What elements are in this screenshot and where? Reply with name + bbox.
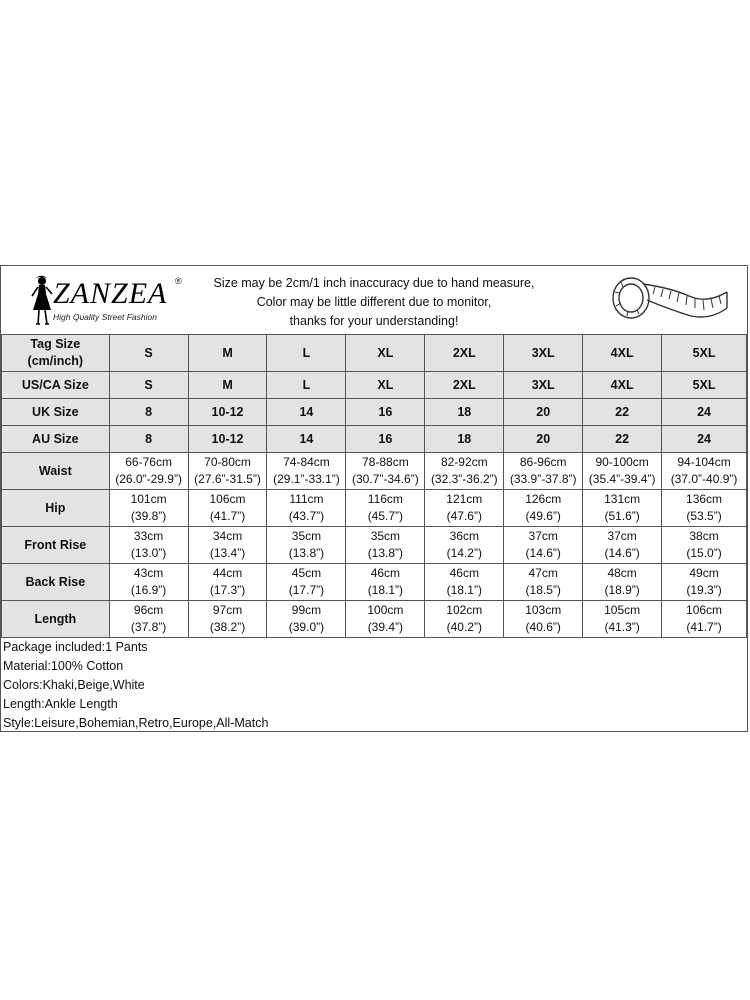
size-cell: 8: [109, 399, 188, 426]
size-cell: 4XL: [583, 372, 662, 399]
size-cell: 24: [662, 399, 747, 426]
measure-cell: [504, 601, 583, 638]
measure-cell: [267, 490, 346, 527]
inch-value: (41.3”): [604, 620, 640, 634]
inch-value: (38.2”): [209, 620, 246, 634]
measure-cell: [425, 527, 504, 564]
size-cell: 20: [504, 399, 583, 426]
size-cell: XL: [346, 372, 425, 399]
cm-value: 105cm: [604, 603, 641, 617]
cm-value: 66-76cm: [125, 455, 172, 469]
inch-value: (14.6”): [525, 546, 561, 560]
size-cell: 3XL: [504, 372, 583, 399]
measure-cell: [109, 527, 188, 564]
size-cell: 22: [583, 426, 662, 453]
inch-value: (18.1”): [367, 583, 404, 597]
inch-value: (35.4”-39.4”): [588, 472, 656, 486]
cm-value: 45cm: [291, 566, 322, 580]
inch-value: (41.7”): [209, 509, 246, 523]
notice-line: Color may be little different due to monitor,: [256, 295, 492, 309]
size-cell: 4XL: [583, 335, 662, 372]
inch-value: (13.8”): [288, 546, 325, 560]
cm-value: 99cm: [291, 603, 322, 617]
measure-cell: [583, 564, 662, 601]
inch-value: (15.0”): [686, 546, 722, 560]
cm-value: 35cm: [370, 529, 401, 543]
inch-value: (18.1”): [446, 583, 482, 597]
size-cell: 10-12: [188, 426, 267, 453]
size-cell: 16: [346, 426, 425, 453]
measure-cell: [504, 490, 583, 527]
registered-mark: ®: [175, 276, 182, 286]
size-cell: 20: [504, 426, 583, 453]
cm-value: 34cm: [212, 529, 243, 543]
inch-value: (13.8”): [367, 546, 404, 560]
measure-cell: [662, 564, 747, 601]
cm-value: 111cm: [289, 492, 324, 506]
measure-cell: [425, 564, 504, 601]
size-cell: 18: [425, 426, 504, 453]
measure-cell: [109, 453, 188, 490]
cm-value: 74-84cm: [283, 455, 330, 469]
size-cell: 24: [662, 426, 747, 453]
measure-cell: [346, 564, 425, 601]
inch-value: (19.3”): [686, 583, 722, 597]
measurement-notice: [199, 274, 549, 331]
uk-size-row: [2, 399, 747, 426]
row-label: Front Rise: [2, 527, 110, 564]
note-colors: Colors:Khaki,Beige,White: [3, 678, 145, 692]
size-cell: M: [188, 335, 267, 372]
size-cell: 22: [583, 399, 662, 426]
size-cell: 8: [109, 426, 188, 453]
size-cell: 18: [425, 399, 504, 426]
cm-value: 37cm: [528, 529, 558, 543]
inch-value: (39.4”): [367, 620, 404, 634]
size-chart-header: [1, 266, 747, 335]
cm-value: 70-80cm: [204, 455, 251, 469]
waist-row: [2, 453, 747, 490]
measure-cell: [346, 527, 425, 564]
measure-cell: [504, 453, 583, 490]
cm-value: 97cm: [212, 603, 243, 617]
row-label: Waist: [2, 453, 110, 490]
inch-value: (43.7”): [288, 509, 325, 523]
measure-cell: [662, 453, 747, 490]
measure-cell: [109, 601, 188, 638]
cm-value: 36cm: [449, 529, 479, 543]
cm-value: 48cm: [607, 566, 637, 580]
inch-value: (47.6”): [446, 509, 482, 523]
inch-value: (16.9”): [130, 583, 167, 597]
row-label: [2, 335, 110, 372]
row-label-line: (cm/inch): [27, 354, 84, 368]
cm-value: 136cm: [686, 492, 723, 506]
cm-value: 131cm: [604, 492, 641, 506]
note-length: Length:Ankle Length: [3, 697, 118, 711]
inch-value: (17.7”): [288, 583, 325, 597]
measure-cell: [425, 490, 504, 527]
measure-cell: [583, 490, 662, 527]
note-style: Style:Leisure,Bohemian,Retro,Europe,All-Match: [3, 716, 269, 730]
row-label: Back Rise: [2, 564, 110, 601]
measure-cell: [346, 453, 425, 490]
inch-value: (51.6”): [604, 509, 640, 523]
size-cell: 14: [267, 399, 346, 426]
measure-cell: [346, 601, 425, 638]
inch-value: (14.2”): [446, 546, 482, 560]
measure-cell: [109, 564, 188, 601]
back-rise-row: [2, 564, 747, 601]
measure-cell: [425, 453, 504, 490]
inch-value: (37.0”-40.9”): [670, 472, 738, 486]
measure-cell: [504, 564, 583, 601]
size-cell: S: [109, 335, 188, 372]
measure-cell: [267, 564, 346, 601]
size-cell: 2XL: [425, 372, 504, 399]
inch-value: (32.3”-36.2”): [430, 472, 498, 486]
cm-value: 33cm: [133, 529, 164, 543]
row-label: Length: [2, 601, 110, 638]
measure-cell: [267, 527, 346, 564]
size-cell: 16: [346, 399, 425, 426]
note-package: Package included:1 Pants: [3, 640, 148, 654]
note-material: Material:100% Cotton: [3, 659, 124, 673]
cm-value: 86-96cm: [519, 455, 567, 469]
inch-value: (49.6”): [525, 509, 561, 523]
cm-value: 46cm: [370, 566, 401, 580]
measure-cell: [188, 490, 267, 527]
size-cell: 10-12: [188, 399, 267, 426]
notice-line: thanks for your understanding!: [289, 314, 459, 328]
measure-cell: [188, 527, 267, 564]
cm-value: 44cm: [212, 566, 243, 580]
cm-value: 43cm: [133, 566, 164, 580]
measure-cell: [662, 527, 747, 564]
measure-cell: [267, 601, 346, 638]
size-chart: [0, 265, 748, 732]
hip-row: [2, 490, 747, 527]
brand-tagline: High Quality Street Fashion: [53, 312, 157, 322]
inch-value: (45.7”): [367, 509, 404, 523]
cm-value: 106cm: [686, 603, 723, 617]
size-cell: L: [267, 372, 346, 399]
measure-cell: [267, 453, 346, 490]
cm-value: 82-92cm: [440, 455, 488, 469]
cm-value: 101cm: [130, 492, 167, 506]
row-label: US/CA Size: [2, 372, 110, 399]
size-cell: S: [109, 372, 188, 399]
cm-value: 100cm: [367, 603, 404, 617]
size-cell: 2XL: [425, 335, 504, 372]
product-notes: [1, 638, 747, 733]
inch-value: (39.0”): [288, 620, 325, 634]
front-rise-row: [2, 527, 747, 564]
inch-value: (17.3”): [209, 583, 246, 597]
cm-value: 94-104cm: [677, 455, 731, 469]
brand-logo: [27, 272, 187, 330]
size-cell: 14: [267, 426, 346, 453]
measure-cell: [109, 490, 188, 527]
measure-cell: [346, 490, 425, 527]
inch-value: (13.0”): [130, 546, 167, 560]
inch-value: (41.7”): [686, 620, 722, 634]
cm-value: 35cm: [291, 529, 322, 543]
size-table: [1, 334, 747, 638]
row-label: Hip: [2, 490, 110, 527]
row-label: AU Size: [2, 426, 110, 453]
size-cell: 3XL: [504, 335, 583, 372]
inch-value: (18.9”): [604, 583, 640, 597]
inch-value: (30.7”-34.6”): [352, 472, 419, 486]
measure-cell: [662, 490, 747, 527]
measure-cell: [583, 601, 662, 638]
size-cell: M: [188, 372, 267, 399]
cm-value: 116cm: [367, 492, 403, 506]
brand-name: ZANZEA: [53, 277, 168, 310]
cm-value: 38cm: [689, 529, 719, 543]
inch-value: (40.2”): [446, 620, 482, 634]
inch-value: (18.5”): [525, 583, 561, 597]
cm-value: 49cm: [689, 566, 719, 580]
measure-cell: [425, 601, 504, 638]
inch-value: (27.6”-31.5”): [194, 472, 261, 486]
cm-value: 121cm: [446, 492, 483, 506]
cm-value: 37cm: [607, 529, 637, 543]
cm-value: 46cm: [449, 566, 479, 580]
measure-cell: [583, 527, 662, 564]
au-size-row: [2, 426, 747, 453]
row-label: UK Size: [2, 399, 110, 426]
inch-value: (13.4”): [209, 546, 246, 560]
size-cell: 5XL: [662, 372, 747, 399]
cm-value: 126cm: [525, 492, 562, 506]
inch-value: (39.8”): [130, 509, 167, 523]
size-cell: L: [267, 335, 346, 372]
size-cell: 5XL: [662, 335, 747, 372]
inch-value: (29.1”-33.1”): [273, 472, 340, 486]
measuring-tape-icon: [601, 270, 731, 330]
cm-value: 102cm: [446, 603, 483, 617]
row-label-line: Tag Size: [30, 337, 81, 351]
inch-value: (26.0”-29.9”): [115, 472, 182, 486]
cm-value: 90-100cm: [595, 455, 649, 469]
measure-cell: [583, 453, 662, 490]
inch-value: (14.6”): [604, 546, 640, 560]
size-cell: XL: [346, 335, 425, 372]
inch-value: (40.6”): [525, 620, 561, 634]
inch-value: (53.5”): [686, 509, 722, 523]
tag-size-row: [2, 335, 747, 372]
cm-value: 96cm: [133, 603, 164, 617]
measure-cell: [188, 564, 267, 601]
us-ca-size-row: [2, 372, 747, 399]
measure-cell: [188, 453, 267, 490]
cm-value: 103cm: [525, 603, 562, 617]
length-row: [2, 601, 747, 638]
inch-value: (33.9”-37.8”): [509, 472, 577, 486]
measure-cell: [662, 601, 747, 638]
notice-line: Size may be 2cm/1 inch inaccuracy due to hand measure,: [213, 276, 535, 290]
cm-value: 47cm: [528, 566, 558, 580]
inch-value: (37.8”): [130, 620, 167, 634]
cm-value: 78-88cm: [362, 455, 409, 469]
cm-value: 106cm: [209, 492, 246, 506]
measure-cell: [188, 601, 267, 638]
measure-cell: [504, 527, 583, 564]
